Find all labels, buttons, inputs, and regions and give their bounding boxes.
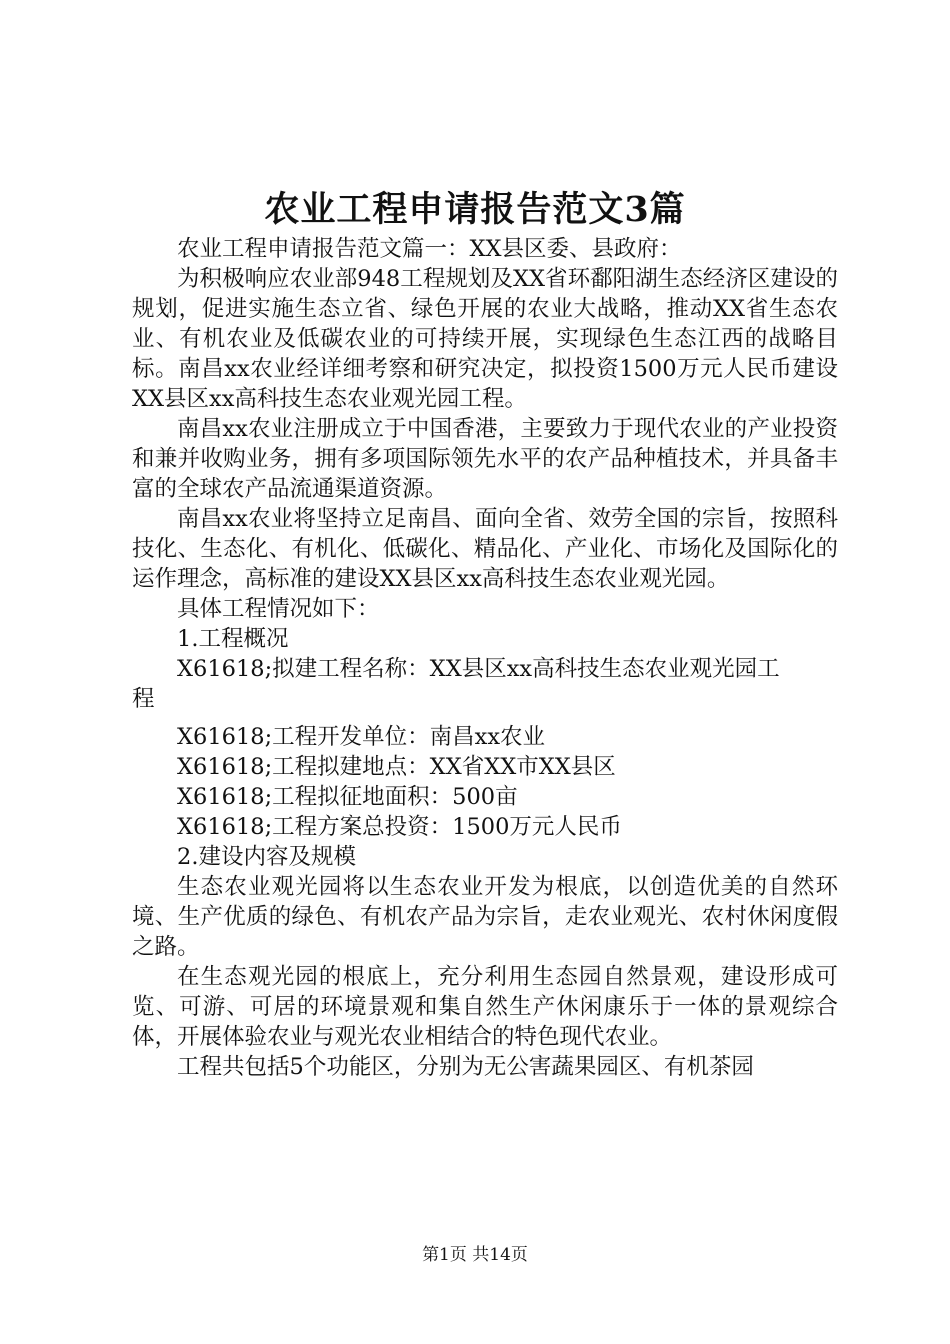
paragraph: 为积极响应农业部948工程规划及XX省环鄱阳湖生态经济区建设的规划，促进实施生态立省、绿色开展的农业大战略，推动XX省生态农业、有机农业及低碳农业的可持续开展，实现绿色生态江西的战略目标。南昌xx农业经详细考察和研究决定，拟投资1500万元人民币建设XX县区xx高科技生态农业观光园工程。 <box>132 266 838 412</box>
project-item <box>132 654 838 714</box>
section-heading: 2.建设内容及规模 <box>177 844 356 870</box>
project-item-line: X61618;工程方案总投资：1500万元人民币 <box>177 814 622 840</box>
project-item-line: X61618;工程拟征地面积：500亩 <box>177 784 518 810</box>
paragraph: 在生态观光园的根底上，充分利用生态园自然景观，建设形成可览、可游、可居的环境景观和集自然生产休闲康乐于一体的景观综合体，开展体验农业与观光农业相结合的特色现代农业。 <box>132 964 838 1050</box>
project-item <box>132 812 838 842</box>
paragraph: 具体工程情况如下： <box>177 596 380 622</box>
page-footer: 第1页 共14页 <box>422 1245 528 1265</box>
paragraph: 生态农业观光园将以生态农业开发为根底，以创造优美的自然环境、生产优质的绿色、有机农产品为宗旨，走农业观光、农村休闲度假之路。 <box>132 874 838 960</box>
document-body <box>132 234 838 1082</box>
project-item-line: X61618;工程开发单位：南昌xx农业 <box>177 724 546 750</box>
project-item <box>132 722 838 752</box>
project-item <box>132 752 838 782</box>
project-item-line-wrap: 程 <box>132 686 155 712</box>
paragraph: 南昌xx农业将坚持立足南昌、面向全省、效劳全国的宗旨，按照科技化、生态化、有机化、低碳化、精品化、产业化、市场化及国际化的运作理念，高标准的建设XX县区xx高科技生态农业观光园。 <box>132 506 838 592</box>
paragraph: 农业工程申请报告范文篇一：XX县区委、县政府： <box>177 236 682 262</box>
project-item <box>132 782 838 812</box>
project-item-line: X61618;拟建工程名称：XX县区xx高科技生态农业观光园工 <box>177 656 780 682</box>
section-heading: 1.工程概况 <box>177 626 289 652</box>
document-title: 农业工程申请报告范文3篇 <box>264 189 686 230</box>
paragraph: 工程共包括5个功能区，分别为无公害蔬果园区、有机茶园 <box>177 1054 754 1080</box>
project-item-line: X61618;工程拟建地点：XX省XX市XX县区 <box>177 754 616 780</box>
paragraph: 南昌xx农业注册成立于中国香港，主要致力于现代农业的产业投资和兼并收购业务，拥有多项国际领先水平的农产品种植技术，并具备丰富的全球农产品流通渠道资源。 <box>132 416 838 502</box>
